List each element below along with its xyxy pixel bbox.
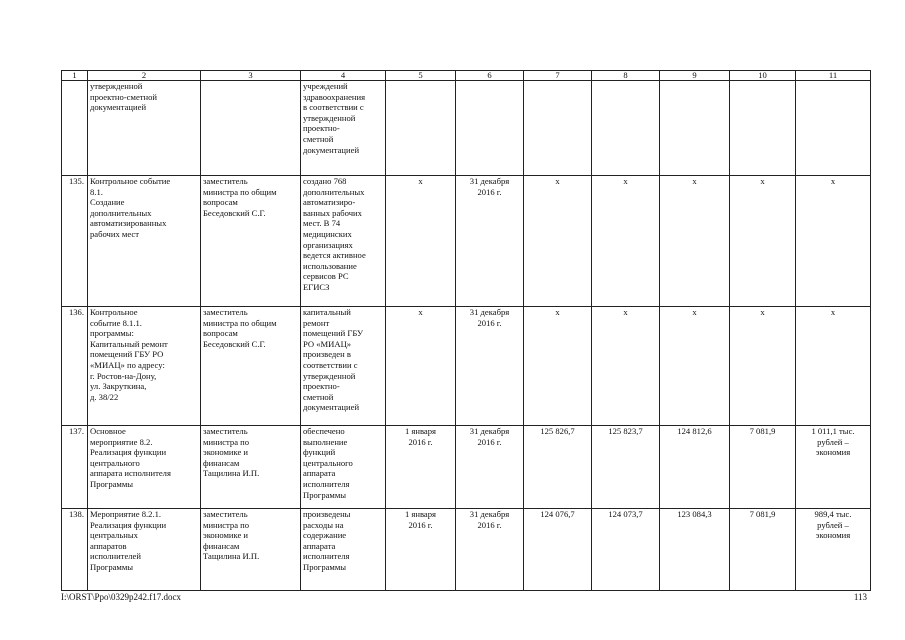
file-path: I:\ORST\Ppo\0329p242.f17.docx bbox=[61, 592, 182, 602]
table-row bbox=[62, 509, 871, 591]
col9-cell bbox=[660, 81, 730, 176]
row-number: 138. bbox=[62, 509, 88, 591]
col7-cell: х bbox=[524, 176, 592, 307]
responsible-cell: заместитель министра по экономике и финансам Тащилина И.П. bbox=[201, 426, 301, 509]
end-date-cell: 31 декабря 2016 г. bbox=[456, 426, 524, 509]
header-cell: 3 bbox=[201, 71, 301, 81]
table-header-row bbox=[62, 71, 871, 81]
col11-cell bbox=[796, 81, 871, 176]
col8-cell bbox=[592, 81, 660, 176]
table-row bbox=[62, 176, 871, 307]
row-number: 137. bbox=[62, 426, 88, 509]
start-date-cell: х bbox=[386, 307, 456, 426]
col11-cell: 989,4 тыс. рублей – экономия bbox=[796, 509, 871, 591]
col7-cell bbox=[524, 81, 592, 176]
header-cell: 7 bbox=[524, 71, 592, 81]
result-cell: обеспечено выполнение функций центрального аппарата исполнителя Программы bbox=[301, 426, 386, 509]
header-cell: 8 bbox=[592, 71, 660, 81]
row-number: 135. bbox=[62, 176, 88, 307]
col11-cell: 1 011,1 тыс. рублей – экономия bbox=[796, 426, 871, 509]
col8-cell: 124 073,7 bbox=[592, 509, 660, 591]
col10-cell: 7 081,9 bbox=[730, 509, 796, 591]
col8-cell: х bbox=[592, 307, 660, 426]
col10-cell: х bbox=[730, 176, 796, 307]
end-date-cell: 31 декабря 2016 г. bbox=[456, 307, 524, 426]
responsible-cell: заместитель министра по общим вопросам Беседовский С.Г. bbox=[201, 307, 301, 426]
end-date-cell: 31 декабря 2016 г. bbox=[456, 509, 524, 591]
report-table bbox=[61, 70, 871, 591]
measure-cell: Контрольное событие 8.1.1. программы: Капитальный ремонт помещений ГБУ РО «МИАЦ» по адресу: г. Ростов-на-Дону, ул. Закруткина, д. 38/22 bbox=[88, 307, 201, 426]
responsible-cell: заместитель министра по общим вопросам Беседовский С.Г. bbox=[201, 176, 301, 307]
col8-cell: х bbox=[592, 176, 660, 307]
table-row bbox=[62, 307, 871, 426]
result-cell: капитальный ремонт помещений ГБУ РО «МИАЦ» произведен в соответствии с утвержденной проектно- сметной документацией bbox=[301, 307, 386, 426]
result-cell: учреждений здравоохранения в соответствии с утвержденной проектно- сметной документацией bbox=[301, 81, 386, 176]
start-date-cell: х bbox=[386, 176, 456, 307]
table-row bbox=[62, 426, 871, 509]
result-cell: произведены расходы на содержание аппарата исполнителя Программы bbox=[301, 509, 386, 591]
header-cell: 4 bbox=[301, 71, 386, 81]
col11-cell: х bbox=[796, 176, 871, 307]
col9-cell: х bbox=[660, 307, 730, 426]
col11-cell: х bbox=[796, 307, 871, 426]
header-cell: 10 bbox=[730, 71, 796, 81]
col9-cell: х bbox=[660, 176, 730, 307]
responsible-cell bbox=[201, 81, 301, 176]
table-row bbox=[62, 81, 871, 176]
col7-cell: 124 076,7 bbox=[524, 509, 592, 591]
col7-cell: х bbox=[524, 307, 592, 426]
header-cell: 2 bbox=[88, 71, 201, 81]
page-number: 113 bbox=[853, 592, 867, 602]
col7-cell: 125 826,7 bbox=[524, 426, 592, 509]
header-cell: 5 bbox=[386, 71, 456, 81]
header-cell: 1 bbox=[62, 71, 88, 81]
header-cell: 6 bbox=[456, 71, 524, 81]
header-cell: 9 bbox=[660, 71, 730, 81]
col10-cell: 7 081,9 bbox=[730, 426, 796, 509]
row-number bbox=[62, 81, 88, 176]
col10-cell: х bbox=[730, 307, 796, 426]
measure-cell: утвержденной проектно-сметной документацией bbox=[88, 81, 201, 176]
col9-cell: 124 812,6 bbox=[660, 426, 730, 509]
start-date-cell: 1 января 2016 г. bbox=[386, 426, 456, 509]
row-number: 136. bbox=[62, 307, 88, 426]
responsible-cell: заместитель министра по экономике и финансам Тащилина И.П. bbox=[201, 509, 301, 591]
start-date-cell: 1 января 2016 г. bbox=[386, 509, 456, 591]
end-date-cell: 31 декабря 2016 г. bbox=[456, 176, 524, 307]
end-date-cell bbox=[456, 81, 524, 176]
measure-cell: Контрольное событие 8.1. Создание дополнительных автоматизированных рабочих мест bbox=[88, 176, 201, 307]
measure-cell: Основное мероприятие 8.2. Реализация функции центрального аппарата исполнителя Программы bbox=[88, 426, 201, 509]
header-cell: 11 bbox=[796, 71, 871, 81]
start-date-cell bbox=[386, 81, 456, 176]
col8-cell: 125 823,7 bbox=[592, 426, 660, 509]
result-cell: создано 768 дополнительных автоматизиро- ванных рабочих мест. В 74 медицинских организациях ведется активное использование сервисов РС ЕГИСЗ bbox=[301, 176, 386, 307]
col9-cell: 123 084,3 bbox=[660, 509, 730, 591]
col10-cell bbox=[730, 81, 796, 176]
measure-cell: Мероприятие 8.2.1. Реализация функции центральных аппаратов исполнителей Программы bbox=[88, 509, 201, 591]
